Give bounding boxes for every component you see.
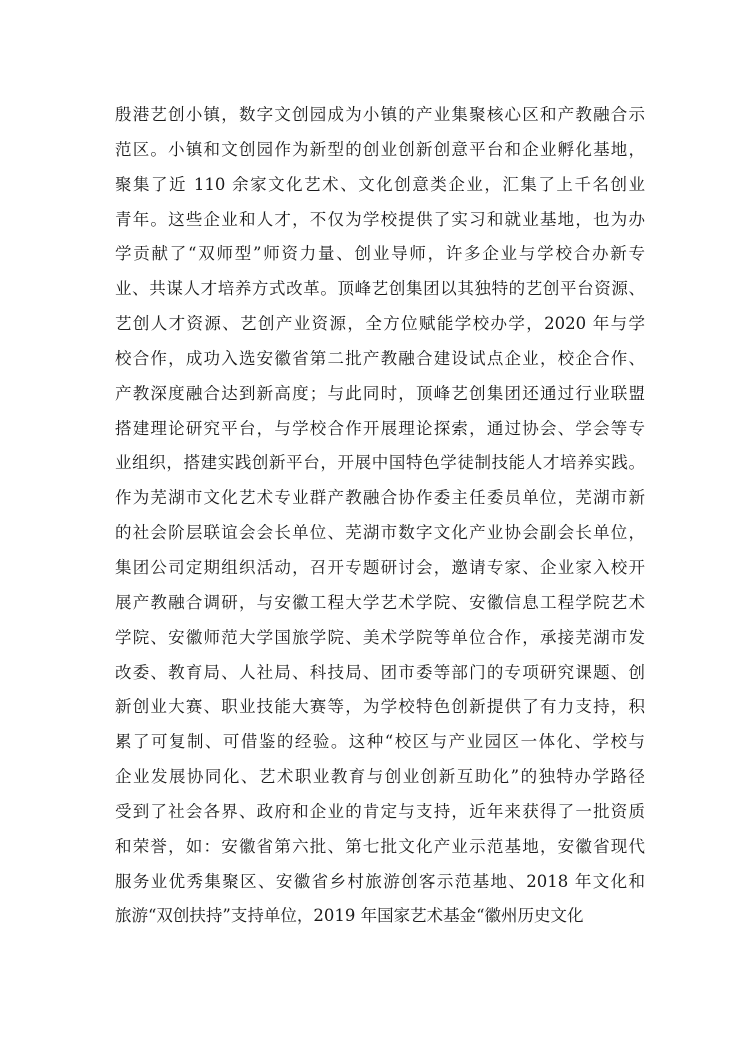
text-line: 艺创人才资源、艺创产业资源，全方位赋能学校办学，2020 年与学: [115, 314, 645, 334]
body-text: [115, 98, 645, 934]
text-line: 学贡献了“双师型”师资力量、创业导师，许多企业与学校合办新专: [115, 244, 645, 264]
text-line: 业、共谋人才培养方式改革。顶峰艺创集团以其独特的艺创平台资源、: [115, 279, 645, 299]
text-line: 搭建理论研究平台，与学校合作开展理论探索，通过协会、学会等专: [115, 418, 645, 438]
text-line: 新创业大赛、职业技能大赛等，为学校特色创新提供了有力支持，积: [115, 697, 645, 717]
text-line: 产教深度融合达到新高度；与此同时，顶峰艺创集团还通过行业联盟: [115, 383, 645, 403]
text-line: 展产教融合调研，与安徽工程大学艺术学院、安徽信息工程学院艺术: [115, 592, 645, 612]
text-line: 殷港艺创小镇，数字文创园成为小镇的产业集聚核心区和产教融合示: [115, 105, 645, 124]
text-line: 青年。这些企业和人才，不仅为学校提供了实习和就业基地，也为办: [115, 209, 645, 229]
text-line: 范区。小镇和文创园作为新型的创业创新创意平台和企业孵化基地，: [115, 139, 645, 159]
text-line: 旅游“双创扶持”支持单位，2019 年国家艺术基金“徽州历史文化: [115, 906, 584, 926]
text-line: 作为芜湖市文化艺术专业群产教融合协作委主任委员单位，芜湖市新: [115, 488, 645, 508]
text-line: 企业发展协同化、艺术职业教育与创业创新互助化”的独特办学路径: [115, 767, 645, 787]
text-line: 学院、安徽师范大学国旅学院、美术学院等单位合作，承接芜湖市发: [115, 627, 645, 647]
text-line: 改委、教育局、人社局、科技局、团市委等部门的专项研究课题、创: [115, 662, 645, 682]
text-line: 聚集了近 110 余家文化艺术、文化创意类企业，汇集了上千名创业: [115, 174, 645, 194]
text-line: 校合作，成功入选安徽省第二批产教融合建设试点企业，校企合作、: [115, 348, 645, 368]
text-line: 集团公司定期组织活动，召开专题研讨会，邀请专家、企业家入校开: [115, 557, 645, 577]
text-line: 累了可复制、可借鉴的经验。这种“校区与产业园区一体化、学校与: [115, 732, 645, 752]
text-line: 业组织，搭建实践创新平台，开展中国特色学徒制技能人才培养实践。: [115, 453, 645, 473]
text-line: 服务业优秀集聚区、安徽省乡村旅游创客示范基地、2018 年文化和: [115, 871, 645, 891]
text-line: 受到了社会各界、政府和企业的肯定与支持，近年来获得了一批资质: [115, 801, 645, 821]
text-line: 和荣誉，如：安徽省第六批、第七批文化产业示范基地，安徽省现代: [115, 836, 645, 856]
text-line: 的社会阶层联谊会会长单位、芜湖市数字文化产业协会副会长单位，: [115, 523, 645, 543]
